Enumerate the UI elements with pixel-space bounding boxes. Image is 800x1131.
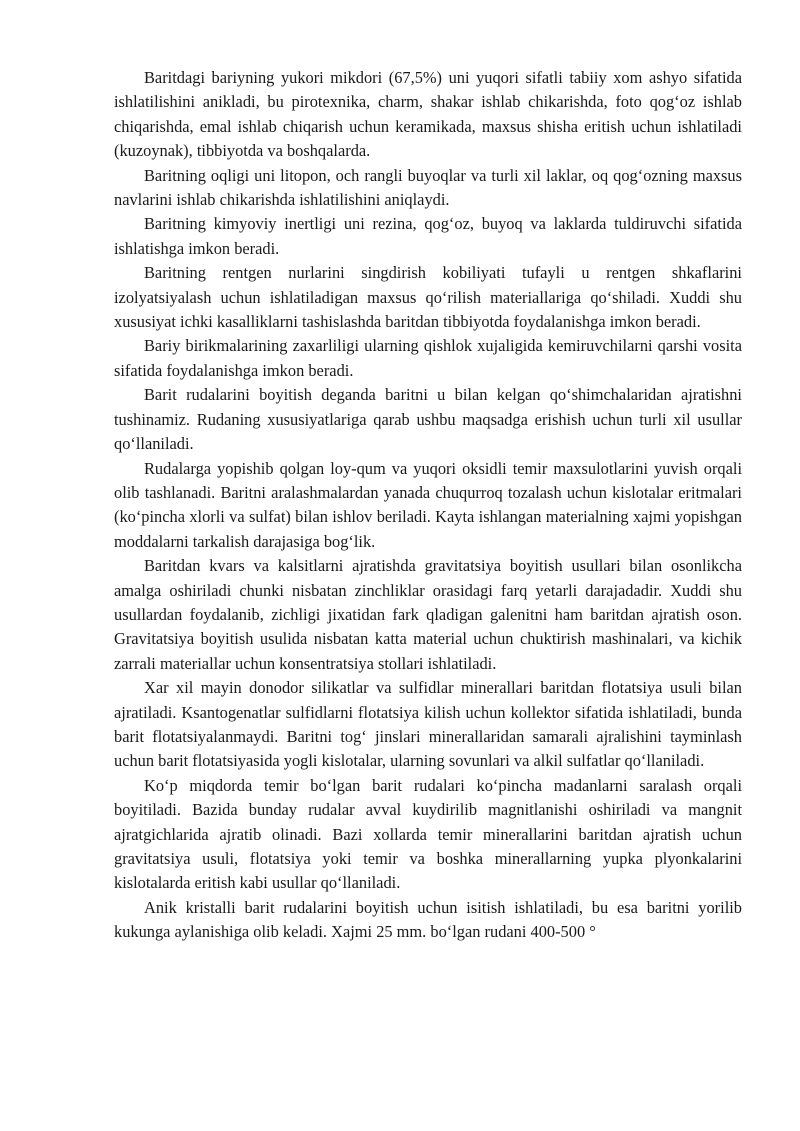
paragraph: Baritning oqligi uni litopon, och rangli buyoqlar va turli xil laklar, oq qog‘ozning maxsus navlarini ishlab chikarishda ishlatilishini aniqlaydi. xyxy=(114,165,742,210)
document-page xyxy=(114,66,742,945)
paragraph: Bariy birikmalarining zaxarliligi ularning qishlok xujaligida kemiruvchilarni qarshi vosita sifatida foydalanishga imkon beradi. xyxy=(114,336,742,380)
paragraph: Barit rudalarini boyitish deganda baritni u bilan kelgan qo‘shimchalaridan ajratishni tushinamiz. Rudaning xususiyatlariga qarab ushbu maqsadga erishish uchun turli xil usullar qo‘llaniladi. xyxy=(114,385,742,454)
paragraph: Baritning rentgen nurlarini singdirish kobiliyati tufayli u rentgen shkaflarini izolyatsiyalash uchun ishlatiladigan maxsus qo‘rilish materiallariga qo‘shiladi. Xuddi shu xususiyat ichki kasalliklarni tashislashda baritdan tibbiyotda foydalanishga imkon beradi. xyxy=(114,263,742,332)
paragraph: Anik kristalli barit rudalarini boyitish uchun isitish ishlatiladi, bu esa baritni yorilib kukunga aylanishiga olib keladi. Xajmi 25 mm. bo‘lgan rudani 400-500 ° xyxy=(114,897,742,942)
paragraph: Xar xil mayin donodor silikatlar va sulfidlar minerallari baritdan flotatsiya usuli bilan ajratiladi. Ksantogenatlar sulfidlarni flotatsiya kilish uchun kollektor sifatida ishlatiladi, bunda barit flotatsiyalanmaydi. Baritni tog‘ jinslari minerallaridan samarali ajralishini tayminlash uchun barit flotatsiyasida yogli kislotalar, ularning sovunlari va alkil sulfatlar qo‘llaniladi. xyxy=(114,678,742,771)
paragraph: Baritdagi bariyning yukori mikdori (67,5%) uni yuqori sifatli tabiiy xom ashyo sifatida ishlatilishini anikladi, bu pirotexnika, charm, shakar ishlab chikarishda, foto qog‘oz ishlab chiqarishda, emal ishlab chiqarish uchun keramikada, maxsus shisha eritish uchun ishlatiladi (kuzoynak), tibbiyotda va boshqalarda. xyxy=(114,68,742,161)
paragraph: Ko‘p miqdorda temir bo‘lgan barit rudalari ko‘pincha madanlarni saralash orqali boyitiladi. Bazida bunday rudalar avval kuydirilib magnitlanishi oshiriladi va mangnit ajratgichlarida ajratib olinadi. Bazi xollarda temir minerallarini baritdan ajratish uchun gravitatsiya usuli, flotatsiya yoki temir va boshka minerallarning yupka plyonkalarini kislotalarda eritish kabi usullar qo‘llaniladi. xyxy=(114,775,742,893)
paragraph: Rudalarga yopishib qolgan loy-qum va yuqori oksidli temir maxsulotlarini yuvish orqali olib tashlanadi. Baritni aralashmalardan yanada chuqurroq tozalash uchun kislotalar eritmalari (ko‘pincha xlorli va sulfat) bilan ishlov beriladi. Kayta ishlangan materialning xajmi yopishgan moddalarni tarkalish darajasiga bog‘lik. xyxy=(114,458,742,551)
paragraph: Baritning kimyoviy inertligi uni rezina, qog‘oz, buyoq va laklarda tuldiruvchi sifatida ishlatishga imkon beradi. xyxy=(114,214,742,258)
paragraph: Baritdan kvars va kalsitlarni ajratishda gravitatsiya boyitish usullari bilan osonlikcha amalga oshiriladi chunki nisbatan zinchliklar orasidagi farq yetarli darajadadir. Xuddi shu usullardan foydalanib, zichligi jixatidan fark qladigan galenitni ham baritdan ajratish oson. Gravitatsiya boyitish usulida nisbatan katta material uchun chuktirish mashinalari, va kichik zarrali materiallar uchun konsentratsiya stollari ishlatiladi. xyxy=(114,556,742,673)
